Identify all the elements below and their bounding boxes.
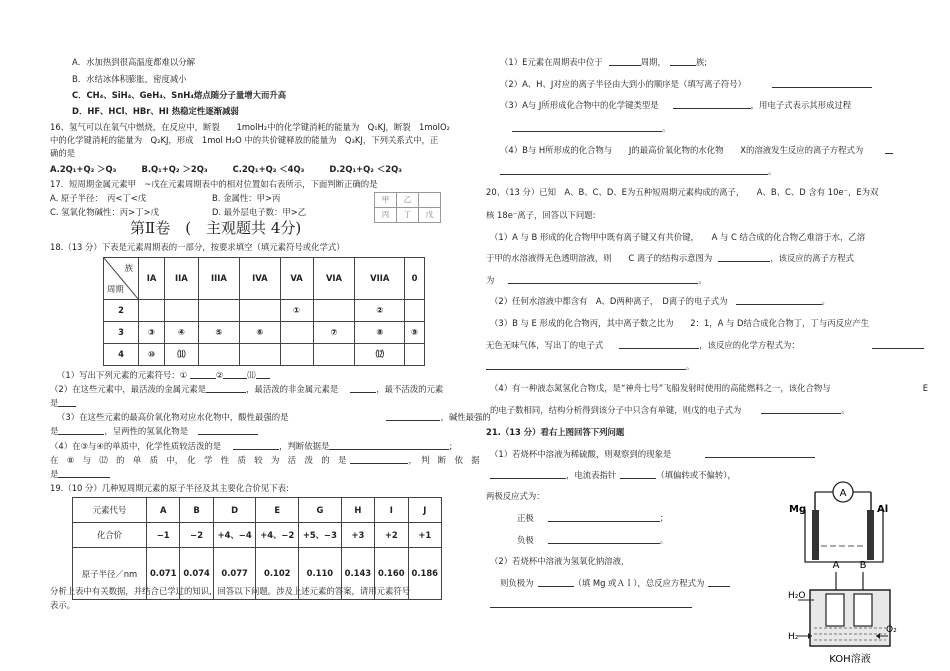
electrode-b-label: B xyxy=(859,560,867,571)
answer-blank[interactable] xyxy=(508,276,698,284)
mini-cell xyxy=(419,193,441,208)
element-cell: ② xyxy=(355,300,405,322)
radii-cell: 0.102 xyxy=(256,548,299,600)
corner-group-label: 族 xyxy=(124,263,133,273)
answer-blank[interactable] xyxy=(761,406,841,414)
q18-1 xyxy=(57,371,270,379)
q18-4-line1: （4）在③与④的单质中，化学性质较活泼的是 ，判断依据是 ; xyxy=(50,441,453,451)
option-a: A．水加热到很高温度都难以分解 xyxy=(72,57,195,67)
element-cell xyxy=(240,300,281,322)
answer-blank[interactable] xyxy=(486,362,686,370)
code-cell: E xyxy=(256,498,299,523)
answer-blank[interactable] xyxy=(772,80,872,88)
q19-instruction-1: 分析上表中有关数据，并结合已学过的知识，回答以下问题。涉及上述元素的答案，请用元素符号 xyxy=(50,586,411,596)
q18-2-line1 xyxy=(50,385,443,393)
q19-3-text-a: （3）A与 J所形成化合物中的化学键类型是 xyxy=(500,100,659,110)
element-cell: ⑾ xyxy=(165,344,199,366)
electrode-b xyxy=(854,594,872,626)
mini-cell: 丁 xyxy=(397,208,419,223)
code-cell: B xyxy=(180,498,213,523)
q18-3-line1 xyxy=(57,413,491,421)
answer-blank[interactable] xyxy=(198,427,258,435)
mg-label: Mg xyxy=(789,504,807,515)
q17-option-b: B. 金属性：甲>丙 xyxy=(212,193,281,203)
q18-4-text-a: （4）在③与④的单质中，化学性质较活泼的是 xyxy=(50,441,222,451)
q18-3-line2 xyxy=(50,427,258,435)
answer-blank[interactable] xyxy=(490,471,566,479)
fuel-cell-figure xyxy=(788,558,898,671)
element-cell xyxy=(165,300,199,322)
element-cell xyxy=(280,322,313,344)
q20-3-text-a: 无色无味气体，写出丁的电子式 xyxy=(486,340,604,350)
row-label: 化合价 xyxy=(73,523,147,548)
answer-blank[interactable] xyxy=(718,254,770,262)
q18-3-text-d: ，呈两性的氢氧化物是 xyxy=(104,426,189,436)
q21-positive-label: 正极 xyxy=(517,513,534,523)
q21-1-text-b: ，电流表指针 xyxy=(566,470,617,480)
q16-line3: 确的是 xyxy=(50,148,76,158)
answer-blank[interactable] xyxy=(233,442,279,450)
q20-1-text-c: 为 xyxy=(486,275,495,285)
period-label: 4 xyxy=(104,344,139,366)
q20-4-text: 的电子数相同，结构分析得到该分子中只含有单键，则戊的电子式为 xyxy=(490,405,742,415)
q21-positive: 正极 ； xyxy=(517,513,669,523)
cell-body-icon xyxy=(810,590,890,646)
radii-cell: 0.110 xyxy=(299,548,342,600)
valence-cell: +3 xyxy=(341,523,374,548)
q18-2-text-d: 是 xyxy=(50,398,59,408)
q21-1-line3: 两极反应式为： xyxy=(486,491,545,501)
group-header: VA xyxy=(280,258,313,300)
q18-2-line2 xyxy=(50,399,76,407)
koh-label: KOH溶液 xyxy=(829,654,871,665)
q17-position-table xyxy=(374,192,441,223)
element-cell: ⑤ xyxy=(198,322,239,344)
q19-stem: 19.（10 分）几种短周期元素的原子半径及其主要化合价见下表: xyxy=(50,483,289,493)
element-cell: ④ xyxy=(165,322,199,344)
h2-label: H₂ xyxy=(788,632,799,642)
q18-2-text-c: ，最不活泼的元素 xyxy=(376,384,444,394)
al-label: Al xyxy=(877,504,889,515)
q19-3-line2: 。 xyxy=(512,124,670,132)
answer-blank[interactable] xyxy=(673,101,751,109)
q21-2-text-a: 则负极为 xyxy=(500,578,534,588)
q18-3-text-b: ，碱性最强的 xyxy=(440,412,491,422)
valence-row xyxy=(73,523,442,548)
q21-negative: 负极 。 xyxy=(517,535,669,545)
q19-1-text-c: 族; xyxy=(695,57,708,67)
radii-cell: 0.186 xyxy=(408,548,442,600)
valence-cell: −1 xyxy=(147,523,180,548)
code-cell: I xyxy=(375,498,408,523)
group-header: IIIA xyxy=(198,258,239,300)
q19-4-text: （4）B与 H所形成的化合物与 J的最高价氧化物的水化物 X的溶液发生反应的离子方程式为 xyxy=(500,145,864,155)
element-cell xyxy=(405,344,425,366)
answer-blank[interactable] xyxy=(670,58,696,66)
answer-blank[interactable] xyxy=(538,579,574,587)
q18-3-text-c: 是 xyxy=(50,426,59,436)
answer-blank[interactable] xyxy=(190,371,216,379)
element-cell: ③ xyxy=(139,322,165,344)
answer-blank[interactable] xyxy=(58,427,104,435)
element-cell: ⑩ xyxy=(139,344,165,366)
answer-blank[interactable] xyxy=(206,385,246,393)
q18-4-line2 xyxy=(50,456,480,464)
table-corner xyxy=(104,258,139,300)
radii-cell: 0.077 xyxy=(213,548,256,600)
q21-2-line2 xyxy=(500,579,730,587)
element-cell: ⑧ xyxy=(355,322,405,344)
q20-3-line2 xyxy=(486,341,924,349)
q20-stem-1: 20、（13 分）已知 A、B、C、D、E为五种短周期元素构成的离子， A、B、C、D 含有 10e⁻，E为双 xyxy=(486,187,879,197)
answer-blank[interactable] xyxy=(386,413,440,421)
valence-cell: +2 xyxy=(375,523,408,548)
option-d: D．HF、HCl、HBr、HI 热稳定性逐渐减弱 xyxy=(72,106,239,116)
codes-row xyxy=(73,498,442,523)
q17-stem: 17．短周期金属元素甲 ~戊在元素周期表中的相对位置如右表所示，下面判断正确的是 xyxy=(50,179,378,189)
electrode-a-label: A xyxy=(832,560,840,571)
element-cell: ① xyxy=(280,300,313,322)
period-label: 2 xyxy=(104,300,139,322)
q20-2-text: （2）任何水溶液中都含有 A、D两种离子， D离子的电子式为 xyxy=(490,296,728,306)
o2-label: O₂ xyxy=(886,625,897,635)
galvanic-cell-figure xyxy=(785,470,895,565)
q17-option-a: A. 原子半径： 丙<丁<戊 xyxy=(50,193,147,203)
answer-blank[interactable] xyxy=(256,371,270,379)
option-c: C．CH₄、SiH₄、GeH₄、SnH₄熔点随分子量增大而升高 xyxy=(72,90,287,100)
row-label: 元素代号 xyxy=(73,498,147,523)
q20-4-line2: 的电子数相同，结构分析得到该分子中只含有单键，则戊的电子式为 。 xyxy=(490,405,850,415)
q21-1-text-c: （填偏转或不偏转）， xyxy=(656,470,736,480)
q20-2: （2）任何水溶液中都含有 A、D两种离子， D离子的电子式为 。 xyxy=(490,296,830,306)
marker-2: ② xyxy=(215,370,224,380)
element-data-table xyxy=(72,497,442,600)
corner-diagonal xyxy=(104,258,139,300)
q19-2 xyxy=(500,80,872,88)
radii-cell: 0.071 xyxy=(147,548,180,600)
q19-1-text-a: （1）E元素在周期表中位于 xyxy=(500,57,603,67)
group-header: VIIA xyxy=(355,258,405,300)
q20-1-line1: （1）A 与 B 形成的化合物甲中既有离子键又有共价键， A 与 C 结合成的化合物乙难溶于水，乙溶 xyxy=(490,232,866,242)
element-cell xyxy=(280,344,313,366)
q18-4-line3 xyxy=(50,470,110,478)
q19-instruction-2: 表示。 xyxy=(50,600,76,610)
element-cell xyxy=(198,344,239,366)
answer-blank[interactable] xyxy=(548,536,660,544)
q20-4-line1: （4）有一种液态氮氢化合物戊，是“神舟七号”飞船发射时使用的高能燃料之一，该化合物与 E xyxy=(490,383,929,393)
q20-3-line1: （3）B 与 E 形成的化合物丙，其中离子数之比为 2：1，A 与 D结合成化合物丁，丁与丙反应产生 xyxy=(490,318,870,328)
code-cell: J xyxy=(408,498,442,523)
answer-blank[interactable] xyxy=(548,514,660,522)
answer-blank[interactable] xyxy=(872,341,924,349)
element-cell: ⑦ xyxy=(313,322,355,344)
q18-2-text-a: （2）在这些元素中，最活泼的金属元素是 xyxy=(50,384,207,394)
q18-1-text: （1）写出下列元素的元素符号：① xyxy=(57,370,188,380)
valence-cell: +4、−4 xyxy=(213,523,256,548)
q19-3 xyxy=(500,101,851,109)
q21-1-line1 xyxy=(490,450,815,458)
answer-blank[interactable] xyxy=(620,471,656,479)
q19-4 xyxy=(500,146,893,154)
element-cell xyxy=(405,300,425,322)
radii-cell: 0.160 xyxy=(375,548,408,600)
q20-1-line2 xyxy=(486,254,854,262)
q18-4-text-c: 在 ⑧ 与 ⑿ 的 单 质 中， 化 学 性 质 较 为 活 泼 的 是 xyxy=(50,455,347,465)
radii-cell: 0.074 xyxy=(180,548,213,600)
code-cell: H xyxy=(341,498,374,523)
q18-4-text-e: 是 xyxy=(50,469,59,479)
corner-period-label: 周期 xyxy=(107,283,124,294)
valence-cell: +5、−3 xyxy=(299,523,342,548)
q18-2-text-b: ，最活泼的非金属元素是 xyxy=(246,384,339,394)
row-label: 原子半径／nm xyxy=(73,548,147,600)
valence-cell: +4、−2 xyxy=(256,523,299,548)
answer-blank[interactable] xyxy=(705,450,815,458)
answer-blank[interactable] xyxy=(736,297,822,305)
q17-option-c: C. 氢氧化物碱性：丙>丁>戊 xyxy=(50,207,159,217)
group-header: 0 xyxy=(405,258,425,300)
q21-2-text-b: （填 Mg 或Ａｌ），总反应方程式为 xyxy=(573,578,705,588)
q16-line2: 中的化学键消耗的能量为 Q₂KJ，形成 1mol H₂O 中的共价键释放的能量为 Q₃KJ，下列关系式中，正 xyxy=(50,135,439,145)
answer-blank[interactable] xyxy=(223,371,247,379)
answer-blank[interactable] xyxy=(708,579,730,587)
q20-3-text-b: ，该反应的化学方程式为： xyxy=(699,340,800,350)
q18-3-text-a: （3）在这些元素的最高价氧化物对应水化物中，酸性最强的是 xyxy=(57,412,289,422)
element-cell: ⑨ xyxy=(405,322,425,344)
al-electrode xyxy=(867,510,874,560)
q21-2-line1: （2）若烧杯中溶液为氢氧化钠溶液， xyxy=(490,556,630,566)
period-label: 3 xyxy=(104,322,139,344)
code-cell: D xyxy=(213,498,256,523)
q19-1 xyxy=(500,58,707,66)
element-cell xyxy=(313,344,355,366)
q21-1-line2 xyxy=(490,471,736,479)
answer-blank[interactable] xyxy=(500,167,768,175)
answer-blank[interactable] xyxy=(490,600,692,608)
q17-option-d: D. 最外层电子数：甲>乙 xyxy=(212,207,307,217)
q19-1-text-b: 周期， xyxy=(640,57,666,67)
q21-stem: 21.（13 分）看右上图回答下列问题 xyxy=(486,427,625,437)
q18-4-text-d: ， 判 断 依 据 xyxy=(408,455,480,465)
electrode-a xyxy=(826,594,844,626)
marker-11: ⑾ xyxy=(247,370,256,380)
element-cell: ⑿ xyxy=(355,344,405,366)
q19-2-text: （2）A、H、J对应的离子半径由大到小的顺序是（填写离子符号） xyxy=(500,79,746,89)
mini-cell: 甲 xyxy=(375,193,397,208)
q18-4-text-b: ，判断依据是 xyxy=(279,441,330,451)
option-b: B．水结冰体积膨胀，密度减小 xyxy=(72,74,187,84)
element-cell xyxy=(139,300,165,322)
answer-blank[interactable] xyxy=(885,146,893,154)
group-header: IA xyxy=(139,258,165,300)
mini-cell: 丙 xyxy=(375,208,397,223)
q19-3-text-b: ，用电子式表示其形成过程 xyxy=(750,100,852,110)
answer-blank[interactable] xyxy=(350,456,408,464)
q21-1-text-a: （1）若烧杯中溶液为稀硫酸，则观察到的现象是 xyxy=(490,449,672,459)
q19-4-line2: 。 xyxy=(500,167,776,175)
radii-cell: 0.143 xyxy=(341,548,374,600)
answer-blank[interactable] xyxy=(329,442,449,450)
ammeter-label: A xyxy=(839,488,847,499)
mini-cell: 乙 xyxy=(397,193,419,208)
group-header: VIA xyxy=(313,258,355,300)
water-label: H₂O xyxy=(788,591,806,601)
element-cell xyxy=(240,344,281,366)
q20-stem-2: 核 18e⁻离子，回答以下问题: xyxy=(486,210,596,220)
code-cell: A xyxy=(147,498,180,523)
element-cell xyxy=(313,300,355,322)
q20-1-text-a: 于甲的水溶液得无色透明溶液，则 C 离子的结构示意图为 xyxy=(486,253,713,263)
periodic-table xyxy=(103,257,425,366)
answer-blank[interactable] xyxy=(350,385,376,393)
answer-blank[interactable] xyxy=(512,124,662,132)
q16-options: A.2Q₁+Q₂ ＞Q₃ B.Q₁+Q₂ ＞2Q₃ C.2Q₁+Q₂ ＜4Q₃ D.2Q₁+Q₂ ＜2Q₃ xyxy=(50,164,402,174)
answer-blank[interactable] xyxy=(609,58,641,66)
mini-cell: 戊 xyxy=(419,208,441,223)
section-title: 第Ⅱ卷 ( 主观题共 4分) xyxy=(130,219,302,237)
q21-negative-label: 负极 xyxy=(517,535,534,545)
q16-line1: 16、氢气可以在氧气中燃烧，在反应中，断裂 1molH₂中的化学键消耗的能量为 Q₁KJ，断裂 1molO₂ xyxy=(50,122,450,132)
valence-cell: −2 xyxy=(180,523,213,548)
group-header: IVA xyxy=(240,258,281,300)
q20-1-line3: 为 。 xyxy=(486,275,707,285)
answer-blank[interactable] xyxy=(58,470,110,478)
element-cell: ⑥ xyxy=(240,322,281,344)
q21-2-line3 xyxy=(490,600,692,608)
q20-3-line3: 。 xyxy=(486,362,694,370)
code-cell: G xyxy=(299,498,342,523)
q20-1-text-b: ，该反应的离子方程式 xyxy=(770,253,855,263)
answer-blank[interactable] xyxy=(619,341,699,349)
answer-blank[interactable] xyxy=(58,399,76,407)
q18-stem: 18.（13 分）下表是元素周期表的一部分，按要求填空（填元素符号或化学式） xyxy=(50,242,345,252)
group-header: IIA xyxy=(165,258,199,300)
element-cell xyxy=(198,300,239,322)
valence-cell: +1 xyxy=(408,523,442,548)
mg-electrode xyxy=(812,510,819,560)
